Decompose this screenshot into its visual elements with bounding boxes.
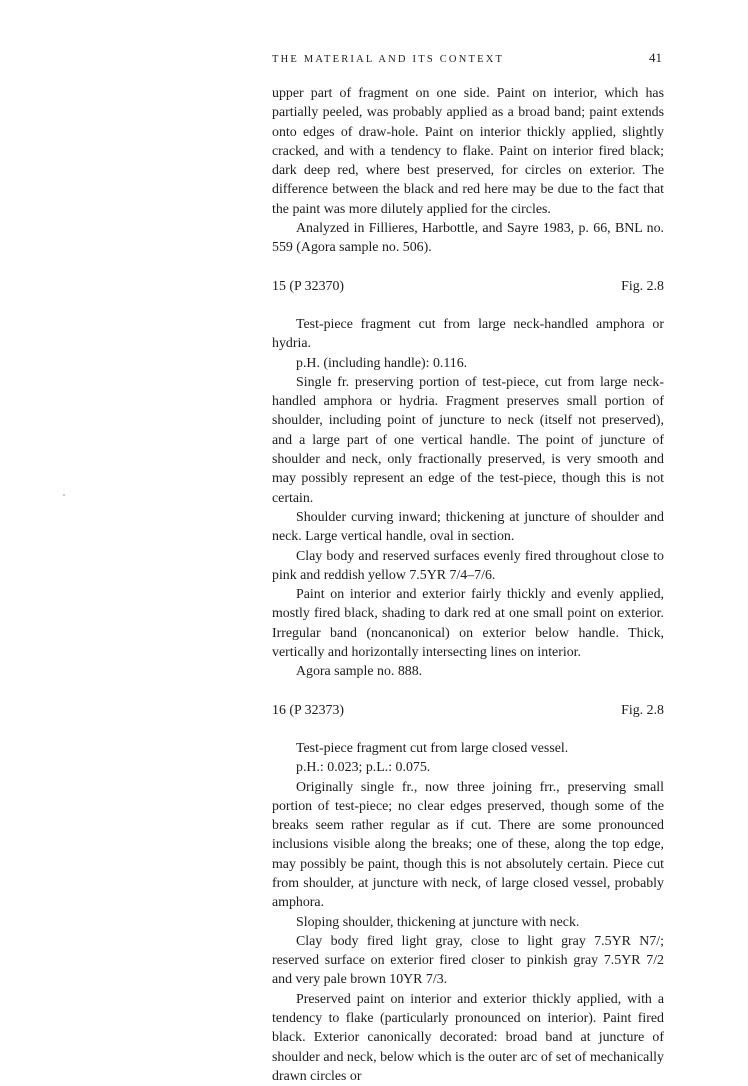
entry-paragraph: Originally single fr., now three joining frr., preserving small portion of test-piece; no clear edges preserved, though some of the breaks seem rather regular as if cut. There are some pronounced inclusions visible along the breaks; one of these, along the top edge, may possibly be paint, though this is not absolutely certain. Piece cut from shoulder, at juncture with neck, of large closed vessel, probably amphora.	[272, 779, 664, 911]
entry-paragraph: p.H.: 0.023; p.L.: 0.075.	[296, 760, 431, 776]
entry-id	[272, 277, 344, 296]
figure-reference: Fig. 2.8	[621, 702, 664, 718]
running-head	[272, 50, 662, 66]
entry-paragraph: Sloping shoulder, thickening at juncture with neck.	[296, 914, 580, 930]
body-text	[272, 84, 664, 1086]
entry-paragraph: Test-piece fragment cut from large closed vessel.	[296, 740, 569, 756]
running-title: THE MATERIAL AND ITS CONTEXT	[272, 54, 505, 65]
entry-paragraph: Test-piece fragment cut from large neck-handled amphora or hydria.	[272, 316, 664, 352]
entry-paragraph: Shoulder curving inward; thickening at juncture of shoulder and neck. Large vertical handle, oval in section.	[272, 509, 664, 545]
entry-number: 16	[272, 702, 286, 718]
entry-inventory: (P 32370)	[289, 278, 345, 294]
entry-paragraph: Preserved paint on interior and exterior thickly applied, with a tendency to flake (particularly pronounced on interior). Paint fired black. Exterior canonically decorated: broad band at juncture of shoulder and neck, below which is the outer arc of set of mechanically drawn circles or	[272, 991, 664, 1084]
catalogue-entry-heading	[272, 277, 664, 296]
entry-paragraph: Single fr. preserving portion of test-piece, cut from large neck-handled amphora or hydria. Fragment preserves small portion of shoulder, including point of juncture to neck (itself not preserved), and a large part of one vertical handle. The point of juncture of shoulder and neck, only fractionally preserved, is very smooth and may possibly represent an edge of the test-piece, though this is not certain.	[272, 374, 664, 506]
scan-speck	[63, 494, 65, 496]
entry-inventory: (P 32373)	[289, 702, 345, 718]
entry-id	[272, 701, 344, 720]
continuation-paragraph: Analyzed in Fillieres, Harbottle, and Sayre 1983, p. 66, BNL no. 559 (Agora sample no. 506).	[272, 221, 664, 256]
entry-number: 15	[272, 278, 286, 294]
entry-paragraph: p.H. (including handle): 0.116.	[296, 355, 468, 371]
continuation-paragraph: upper part of fragment on one side. Paint on interior, which has partially peeled, was probably applied as a broad band; paint extends onto edges of draw-hole. Paint on interior thickly applied, slightly cracked, and with a tendency to flake. Paint on interior fired black; dark deep red, where best preserved, for circles on exterior. The difference between the black and red here may be due to the fact that the paint was more dilutely applied for the circles.	[272, 86, 664, 217]
figure-reference: Fig. 2.8	[621, 278, 664, 294]
entry-paragraph: Agora sample no. 888.	[296, 664, 423, 680]
entry-paragraph: Paint on interior and exterior fairly thickly and evenly applied, mostly fired black, shading to dark red at one small point on exterior. Irregular band (noncanonical) on exterior below handle. Thick, vertically and horizontally intersecting lines on interior.	[272, 587, 664, 661]
page-number: 41	[649, 50, 662, 65]
entry-paragraph: Clay body and reserved surfaces evenly fired throughout close to pink and reddish yellow 7.5YR 7/4–7/6.	[272, 548, 664, 583]
catalogue-entry-heading	[272, 701, 664, 720]
entry-paragraph: Clay body fired light gray, close to light gray 7.5YR N7/; reserved surface on exterior fired closer to pinkish gray 7.5YR 7/2 and very pale brown 10YR 7/3.	[272, 933, 664, 988]
